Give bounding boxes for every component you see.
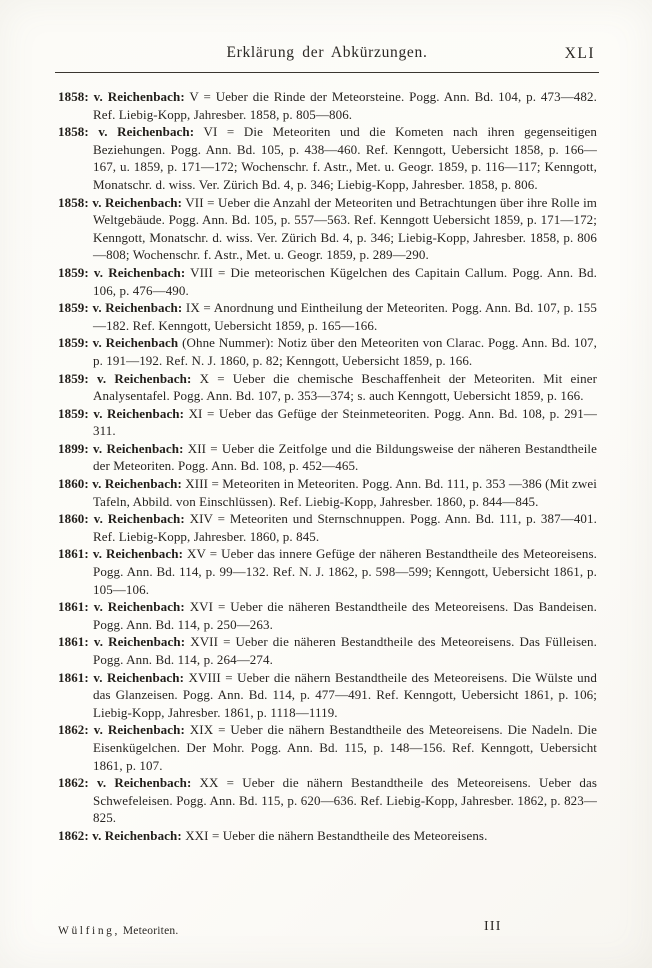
bibliography-entry <box>58 370 597 405</box>
sheet-number: III <box>484 919 502 934</box>
bibliography-list <box>58 88 597 845</box>
bibliography-entry <box>58 510 597 545</box>
entry-text: V = Ueber die Rinde der Meteorsteine. Pogg. Ann. Bd. 104, p. 473—482. Ref. Liebig-Kopp, Jahresber. 1858, p. 805—806. <box>93 89 597 122</box>
entry-author: v. Reichenbach: <box>92 827 182 843</box>
entry-year: 1859: <box>58 370 89 386</box>
bibliography-entry <box>58 827 597 845</box>
entry-year: 1859: <box>58 264 89 280</box>
entry-year: 1861: <box>58 669 89 685</box>
entry-text: XV = Ueber das innere Gefüge der näheren Bestandtheile des Meteoreisens. Pogg. Ann. Bd. 114, p. 99—132. Ref. N. J. 1862, p. 598—599; Kenngott, Uebersicht 1861, p. 105—106. <box>93 546 597 597</box>
entry-text: XVII = Ueber die näheren Bestandtheile des Meteoreisens. Das Fülleisen. Pogg. Ann. Bd. 114, p. 264—274. <box>93 634 597 667</box>
bibliography-entry <box>58 545 597 598</box>
entry-year: 1862: <box>58 827 89 843</box>
entry-author: v. Reichenbach <box>92 335 179 351</box>
bibliography-entry <box>58 633 597 668</box>
entry-text: X = Ueber die chemische Beschaffenheit der Meteoriten. Mit einer Analysentafel. Pogg. Ann. Bd. 107, p. 353—374; s. auch Kenngott, Uebersicht 1859, p. 166. <box>93 370 597 404</box>
entry-author: v. Reichenbach: <box>93 440 184 456</box>
bibliography-entry <box>58 194 597 264</box>
entry-author: v. Reichenbach: <box>93 722 185 738</box>
entry-author: v. Reichenbach: <box>92 194 183 210</box>
entry-author: v. Reichenbach: <box>93 599 185 615</box>
entry-year: 1859: <box>58 335 89 351</box>
bibliography-entry <box>58 123 597 193</box>
entry-year: 1859: <box>58 300 89 316</box>
entry-author: v. Reichenbach: <box>92 476 182 492</box>
bibliography-entry <box>58 598 597 633</box>
entry-text: XVIII = Ueber die nähern Bestandtheile des Meteoreisens. Die Wülste und das Glanzeisen. Pogg. Ann. Bd. 114, p. 477—491. Ref. Kenngott, Uebersicht 1861, p. 106; Liebig-Kopp, Jahresber. 1861, p. 1118—1119. <box>93 669 597 720</box>
entry-text: XII = Ueber die Zeitfolge und die Bildungsweise der näheren Bestandtheile der Meteoriten. Pogg. Ann. Bd. 108, p. 452—465. <box>93 440 597 474</box>
entry-author: v. Reichenbach: <box>93 405 185 421</box>
entry-year: 1858: <box>58 194 89 210</box>
entry-text: XXI = Ueber die nähern Bestandtheile des Meteoreisens. <box>185 827 488 843</box>
entry-year: 1858: <box>58 124 89 140</box>
entry-text: VIII = Die meteorischen Kügelchen des Capitain Callum. Pogg. Ann. Bd. 106, p. 476—490. <box>93 264 597 298</box>
bibliography-entry <box>58 440 597 475</box>
entry-text: VI = Die Meteoriten und die Kometen nach ihren gegenseitigen Beziehungen. Pogg. Ann. Bd. 105, p. 438—460. Ref. Kenngott, Uebersicht 1858, p. 166—167, u. 1859, p. 171—172; Wochenschr. f. Astr., Met. u. Geogr. 1859, p. 116—117; Kenngott, Monatschr. d. wiss. Ver. Zürich Bd. 4, p. 346; Liebig-Kopp, Jahresber. 1858, p. 806. <box>93 124 597 192</box>
entry-text: VII = Ueber die Anzahl der Meteoriten und Betrachtungen über ihre Rolle im Weltgebäude. Pogg. Ann. Bd. 105, p. 557—563. Ref. Kenngott Uebersicht 1859, p. 171—172; Kenngott, Monatschr. d. wiss. Ver. Zürich Bd. 4, p. 346; Liebig-Kopp, Jahresber. 1858, p. 806—808; Wochenschr. f. Astr., Met. u. Geogr. 1859, p. 289—290. <box>93 194 597 263</box>
entry-year: 1861: <box>58 634 89 650</box>
signature-author: Wülfing, <box>58 925 120 937</box>
entry-text: XI = Ueber das Gefüge der Steinmeteoriten. Pogg. Ann. Bd. 108, p. 291—311. <box>93 405 597 439</box>
entry-year: 1861: <box>58 599 89 615</box>
entry-year: 1862: <box>58 775 89 791</box>
entry-author: v. Reichenbach: <box>96 775 192 791</box>
entry-author: v. Reichenbach: <box>92 546 184 562</box>
bibliography-entry <box>58 264 597 299</box>
entry-author: v. Reichenbach: <box>93 511 185 527</box>
running-head <box>57 44 597 66</box>
page-footer <box>58 921 597 941</box>
bibliography-entry <box>58 88 597 123</box>
page-title: Erklärung der Abkürzungen. <box>226 44 428 61</box>
entry-author: v. Reichenbach: <box>93 634 186 650</box>
entry-year: 1899: <box>58 440 89 456</box>
bibliography-entry <box>58 774 597 827</box>
entry-text: XIX = Ueber die nähern Bestandtheile des Meteoreisens. Die Nadeln. Die Eisenkügelchen. Der Mohr. Pogg. Ann. Bd. 115, p. 148—156. Ref. Kenngott, Uebersicht 1861, p. 107. <box>93 722 598 773</box>
bibliography-entry <box>58 721 597 774</box>
entry-year: 1860: <box>58 511 89 527</box>
entry-author: v. Reichenbach: <box>93 669 185 685</box>
entry-year: 1862: <box>58 722 89 738</box>
bibliography-entry <box>58 334 597 369</box>
entry-text: (Ohne Nummer): Notiz über den Meteoriten von Clarac. Pogg. Ann. Bd. 107, p. 191—192. Ref. N. J. 1860, p. 82; Kenngott, Uebersicht 1859, p. 166. <box>93 335 597 368</box>
bibliography-entry <box>58 475 597 510</box>
header-rule <box>55 72 599 73</box>
page-number: XLI <box>564 45 595 62</box>
bibliography-entry <box>58 405 597 440</box>
entry-text: XVI = Ueber die näheren Bestandtheile des Meteoreisens. Das Bandeisen. Pogg. Ann. Bd. 114, p. 250—263. <box>93 599 597 632</box>
entry-author: v. Reichenbach: <box>92 300 183 316</box>
signature-work: Meteoriten. <box>122 925 179 937</box>
entry-author: v. Reichenbach: <box>97 370 192 386</box>
entry-year: 1858: <box>58 89 89 104</box>
entry-author: v. Reichenbach: <box>98 124 195 140</box>
entry-text: IX = Anordnung und Eintheilung der Meteoriten. Pogg. Ann. Bd. 107, p. 155—182. Ref. Kenngott, Uebersicht 1859, p. 165—166. <box>93 300 597 333</box>
bibliography-entry <box>58 299 597 334</box>
entry-text: XX = Ueber die nähern Bestandtheile des Meteoreisens. Ueber das Schwefeleisen. Pogg. Ann. Bd. 115, p. 620—636. Ref. Liebig-Kopp, Jahresber. 1862, p. 823—825. <box>93 775 597 826</box>
entry-year: 1859: <box>58 405 89 421</box>
entry-year: 1861: <box>58 546 89 562</box>
entry-author: v. Reichenbach: <box>93 264 186 280</box>
entry-text: XIII = Meteoriten in Meteoriten. Pogg. Ann. Bd. 111, p. 353 —386 (Mit zwei Tafeln, Abbild. von Einschlüssen). Ref. Liebig-Kopp, Jahresber. 1860, p. 844—845. <box>93 476 597 509</box>
entry-author: v. Reichenbach: <box>93 89 185 104</box>
entry-text: XIV = Meteoriten und Sternschnuppen. Pogg. Ann. Bd. 111, p. 387—401. Ref. Liebig-Kopp, Jahresber. 1860, p. 845. <box>93 511 597 544</box>
bibliography-entry <box>58 669 597 722</box>
footer-signature <box>58 925 178 937</box>
entry-year: 1860: <box>58 476 89 492</box>
